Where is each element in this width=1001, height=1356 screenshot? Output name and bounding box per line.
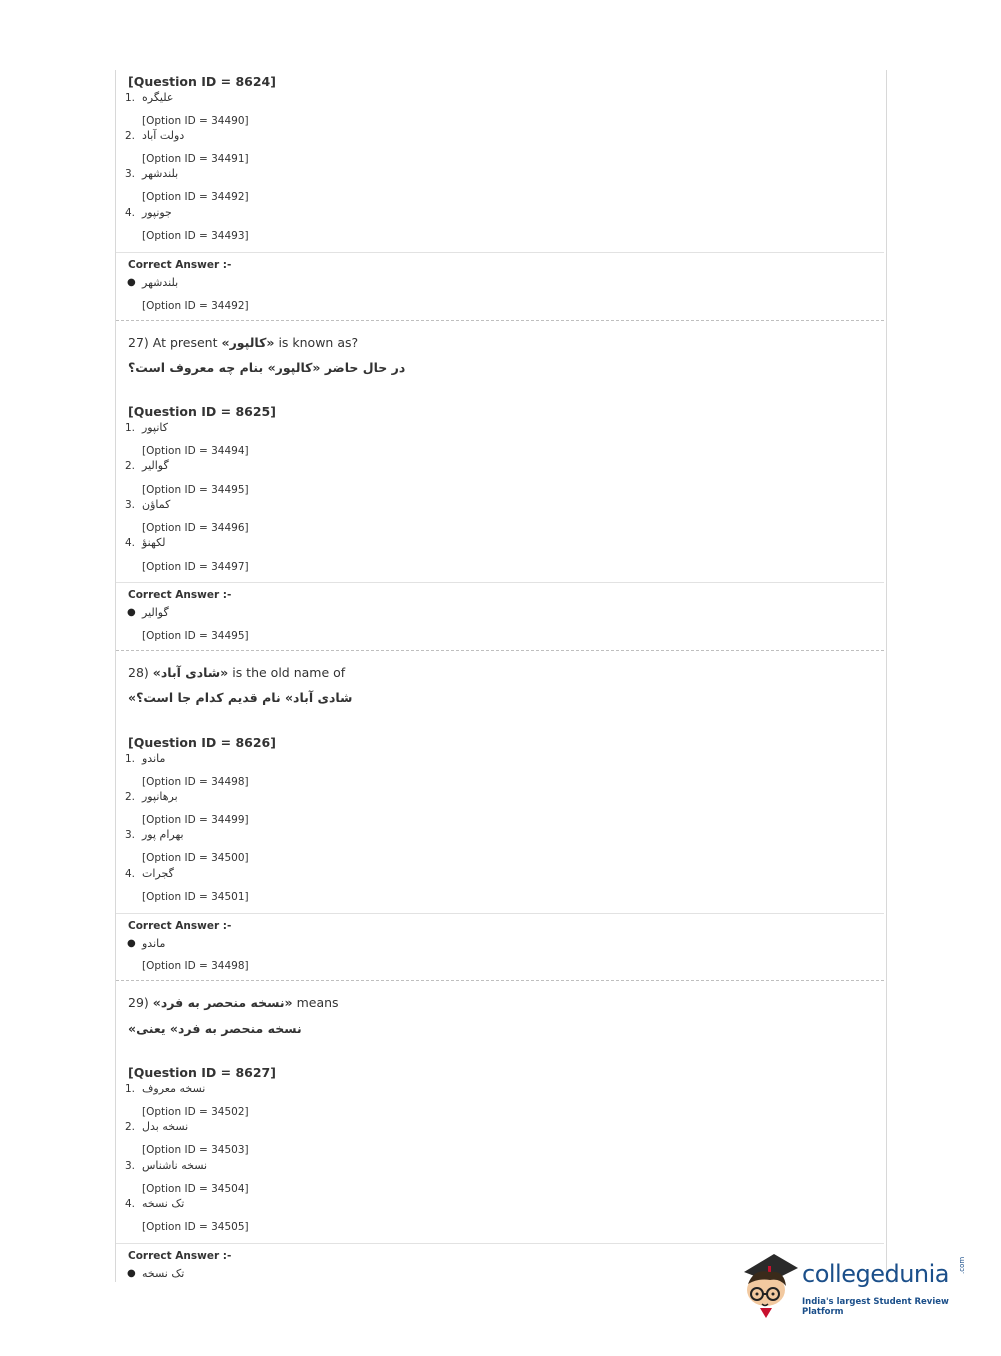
question-separator [116, 320, 884, 321]
option-text: علیگره [142, 91, 174, 104]
correct-answer-label: Correct Answer :- [128, 920, 232, 932]
bullet-icon: ● [127, 277, 136, 288]
correct-answer-text: گوالیر [142, 606, 169, 619]
option-id: [Option ID = 34500] [142, 852, 249, 864]
option-number: 4. [125, 537, 136, 549]
option-text: جونپور [142, 206, 172, 219]
divider [116, 1243, 884, 1244]
option-text: دولت آباد [142, 129, 185, 142]
option-text: نسخه ناشناس [142, 1159, 208, 1172]
correct-answer-id: [Option ID = 34492] [142, 300, 249, 312]
option-id: [Option ID = 34502] [142, 1106, 249, 1118]
option-number: 4. [125, 207, 136, 219]
option-text: بهرام پور [142, 828, 184, 841]
option-number: 1. [125, 1083, 136, 1095]
option-number: 3. [125, 499, 136, 511]
question-urdu-text: «شادی آباد» نام قدیم کدام جا است؟ [128, 690, 353, 705]
bullet-icon: ● [127, 607, 136, 618]
option-text: گوالیر [142, 459, 169, 472]
correct-answer-id: [Option ID = 34495] [142, 630, 249, 642]
correct-answer-text: بلندشهر [142, 276, 179, 289]
logo-com: .com [958, 1256, 966, 1274]
question-title [128, 995, 339, 1010]
option-number: 1. [125, 753, 136, 765]
option-id: [Option ID = 34499] [142, 814, 249, 826]
question-urdu-text: «نسخه منحصر به فرد» یعنی [128, 1021, 302, 1036]
option-id: [Option ID = 34497] [142, 561, 249, 573]
option-text: گجرات [142, 867, 174, 880]
option-id: [Option ID = 34493] [142, 230, 249, 242]
option-number: 4. [125, 1198, 136, 1210]
correct-answer-text: ماندو [142, 937, 166, 950]
question-title-post: means [296, 995, 339, 1010]
option-id: [Option ID = 34496] [142, 522, 249, 534]
option-id: [Option ID = 34495] [142, 484, 249, 496]
divider [116, 913, 884, 914]
option-text: بلندشهر [142, 167, 179, 180]
correct-answer-label: Correct Answer :- [128, 259, 232, 271]
question-number: 29) [128, 995, 149, 1010]
divider [116, 582, 884, 583]
correct-answer-text: تک نسخه [142, 1267, 185, 1280]
question-number: 27) [128, 335, 149, 350]
question-urdu-text: در حال حاضر «کالپور» بنام چه معروف است؟ [128, 360, 406, 375]
collegedunia-logo [740, 1250, 970, 1320]
option-text: کانپور [142, 421, 168, 434]
question-number: 28) [128, 665, 149, 680]
question-title-post: is the old name of [232, 665, 346, 680]
option-text: لکھنؤ [142, 536, 166, 549]
option-number: 1. [125, 422, 136, 434]
option-number: 2. [125, 1121, 136, 1133]
option-id: [Option ID = 34492] [142, 191, 249, 203]
question-id: [Question ID = 8625] [128, 404, 276, 419]
question-id: [Question ID = 8624] [128, 74, 276, 89]
option-id: [Option ID = 34494] [142, 445, 249, 457]
option-number: 2. [125, 460, 136, 472]
option-text: تک نسخه [142, 1197, 185, 1210]
option-number: 1. [125, 92, 136, 104]
correct-answer-label: Correct Answer :- [128, 1250, 232, 1262]
question-id: [Question ID = 8626] [128, 735, 276, 750]
option-id: [Option ID = 34498] [142, 776, 249, 788]
option-id: [Option ID = 34490] [142, 115, 249, 127]
bullet-icon: ● [127, 1268, 136, 1279]
option-id: [Option ID = 34501] [142, 891, 249, 903]
option-number: 3. [125, 1160, 136, 1172]
correct-answer-id: [Option ID = 34498] [142, 960, 249, 972]
option-id: [Option ID = 34503] [142, 1144, 249, 1156]
correct-answer-label: Correct Answer :- [128, 589, 232, 601]
option-number: 3. [125, 829, 136, 841]
question-id: [Question ID = 8627] [128, 1065, 276, 1080]
option-text: برهانپور [142, 790, 178, 803]
option-text: کماؤن [142, 498, 171, 511]
option-text: نسخه معروف [142, 1082, 206, 1095]
option-text: نسخه بدل [142, 1120, 189, 1133]
option-id: [Option ID = 34491] [142, 153, 249, 165]
question-title-term: «شادی آباد» [152, 665, 229, 680]
divider [116, 252, 884, 253]
logo-tagline: India's largest Student Review Platform [802, 1297, 949, 1317]
question-separator [116, 980, 884, 981]
question-title-post: is known as? [278, 335, 359, 350]
option-text: ماندو [142, 752, 166, 765]
question-title [128, 665, 345, 680]
question-title-term: «کالپور» [221, 335, 275, 350]
logo-name: collegedunia [802, 1260, 950, 1288]
question-separator [116, 650, 884, 651]
question-title-pre: At present [152, 335, 218, 350]
question-title-term: «نسخه منحصر به فرد» [152, 995, 293, 1010]
question-title [128, 335, 358, 350]
mascot-icon [740, 1250, 800, 1320]
option-number: 3. [125, 168, 136, 180]
bullet-icon: ● [127, 938, 136, 949]
option-id: [Option ID = 34505] [142, 1221, 249, 1233]
option-number: 2. [125, 791, 136, 803]
option-id: [Option ID = 34504] [142, 1183, 249, 1195]
option-number: 2. [125, 130, 136, 142]
option-number: 4. [125, 868, 136, 880]
